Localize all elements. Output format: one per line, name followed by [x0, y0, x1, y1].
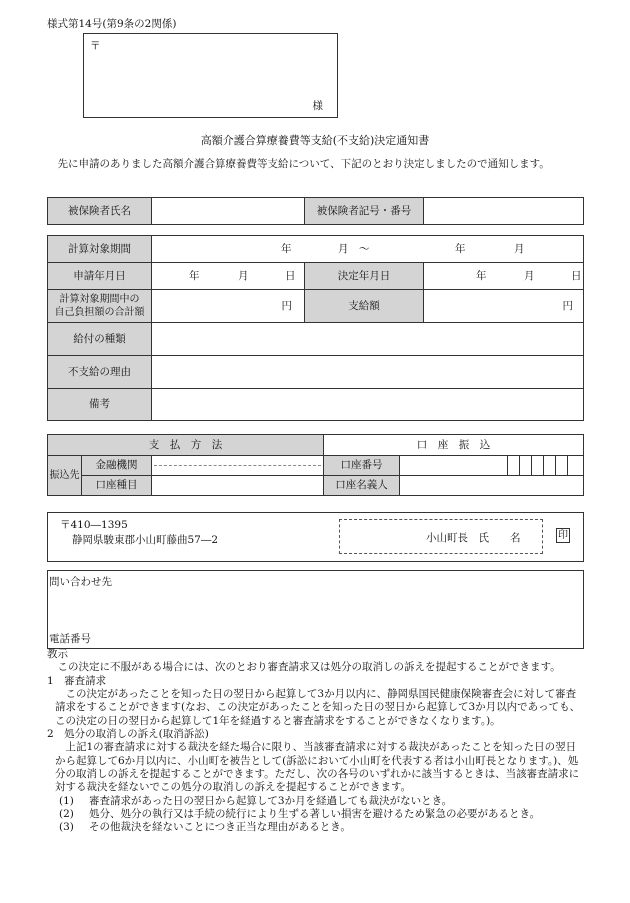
document-title: 高額介護合算療養費等支給(不支給)決定通知書 [200, 134, 430, 147]
remarks-label: 備考 [48, 389, 152, 421]
insured-table [47, 197, 584, 225]
apply-date-field[interactable] [152, 263, 305, 290]
account-digit-3[interactable] [532, 456, 544, 476]
account-type-label: 口座種目 [82, 476, 152, 496]
inquiry-label: 問い合わせ先 [49, 576, 112, 588]
account-digit-4[interactable] [544, 456, 556, 476]
decision-table [47, 235, 584, 421]
item-text: その他裁決を経ないことにつき正当な理由があるとき。 [89, 821, 351, 834]
account-type-field[interactable] [152, 476, 324, 496]
payment-amount-label: 支給額 [305, 290, 424, 323]
insured-number-label: 被保険者記号・番号 [305, 198, 424, 225]
benefit-type-label: 給付の種類 [48, 323, 152, 356]
period-field[interactable] [152, 236, 584, 263]
transfer-destination-label: 振込先 [48, 456, 82, 496]
mayor-box [339, 519, 543, 554]
account-holder-field[interactable] [400, 476, 584, 496]
seal-mark: 印 [558, 530, 568, 541]
list-item [59, 795, 583, 808]
decision-month: 月 [524, 270, 535, 282]
period-month-2: 月 [514, 243, 525, 255]
decision-date-field[interactable] [424, 263, 584, 290]
item-list [47, 795, 583, 835]
self-pay-total-label [48, 290, 152, 323]
decision-day: 日 [571, 270, 582, 282]
decision-year: 年 [476, 270, 487, 282]
intro-text: 先に申請のありました高額介護合算療養費等支給について、下記のとおり決定しましたので通知します。 [47, 158, 550, 170]
item-number: (2) [59, 807, 74, 820]
sender-address: 静岡県駿東郡小山町藤曲57―2 [72, 534, 219, 546]
item-number: (1) [59, 794, 74, 807]
insured-name-label: 被保険者氏名 [48, 198, 152, 225]
insured-name-field[interactable] [152, 198, 305, 225]
account-number-label: 口座番号 [324, 456, 400, 476]
item-number: (3) [59, 821, 74, 834]
account-number-field[interactable] [400, 456, 508, 476]
self-pay-total-label-1: 計算対象期間中の [59, 293, 140, 305]
financial-institution-label: 金融機関 [82, 456, 152, 476]
section-2-body: 上記1の審査請求に対する裁決を経た場合に限り、当該審査請求に対する裁決があったことを知った日の翌日から起算して6か月以内に、小山町を被告として(訴訟において小山町を代表する者は小山町長となります。)、処分の取消しの訴えを提起することができます。ただし、次の各号のいずれかに該当するときは、当該審査請求に対する裁決を経ないでこの処分の取消しの訴えを提起することができます。 [55, 741, 580, 794]
payment-amount-field[interactable] [424, 290, 584, 323]
financial-institution-field[interactable] [152, 456, 324, 476]
apply-year: 年 [189, 270, 200, 282]
notice-intro: この決定に不服がある場合には、次のとおり審査請求又は処分の取消しの訴えを提起することができます。 [47, 661, 561, 674]
period-month-1: 月 ～ [338, 243, 370, 255]
remarks-field[interactable] [152, 389, 584, 421]
self-pay-total-label-2: 自己負担額の合計額 [54, 307, 145, 318]
account-digit-1[interactable] [508, 456, 520, 476]
list-item [59, 808, 583, 821]
yen-unit: 円 [281, 299, 292, 312]
account-holder-label: 口座名義人 [324, 476, 400, 496]
period-year-1: 年 [281, 243, 292, 255]
sender-postal: 〒410―1395 [60, 519, 128, 531]
payment-method-table [47, 434, 584, 496]
notice-heading: 教示 [47, 648, 68, 660]
item-text: 処分、処分の執行又は手続の続行により生ずる著しい損害を避けるため緊急の必要があるとき。 [89, 807, 541, 820]
address-box [83, 33, 338, 118]
mayor-name: 小山町長 氏 名 [426, 532, 521, 544]
account-digit-6[interactable] [568, 456, 584, 476]
list-item [59, 821, 583, 834]
apply-date-label: 申請年月日 [48, 263, 152, 290]
apply-month: 月 [238, 270, 249, 282]
dashed-divider [154, 465, 321, 466]
non-payment-reason-field[interactable] [152, 356, 584, 389]
section-1-title: 1 審査請求 [47, 674, 107, 687]
decision-date-label: 決定年月日 [305, 263, 424, 290]
inquiry-box [47, 570, 584, 649]
account-digit-5[interactable] [556, 456, 568, 476]
non-payment-reason-label: 不支給の理由 [48, 356, 152, 389]
postal-mark: 〒 [90, 40, 101, 52]
honorific: 様 [312, 100, 323, 112]
appeal-notice [47, 648, 583, 835]
period-year-2: 年 [455, 243, 466, 255]
apply-day: 日 [285, 270, 296, 282]
insured-number-field[interactable] [424, 198, 584, 225]
yen-unit: 円 [562, 299, 574, 312]
phone-label: 電話番号 [49, 633, 91, 645]
form-number: 様式第14号(第9条の2関係) [47, 18, 177, 30]
benefit-type-field[interactable] [152, 323, 584, 356]
payment-method-label: 支 払 方 法 [48, 435, 324, 456]
item-text: 審査請求があった日の翌日から起算して3か月を経過しても裁決がないとき。 [89, 794, 453, 807]
bank-transfer-label: 口 座 振 込 [324, 435, 584, 456]
account-digit-2[interactable] [520, 456, 532, 476]
self-pay-total-field[interactable] [152, 290, 305, 323]
section-1-body: この決定があったことを知った日の翌日から起算して3か月以内に、静岡県国民健康保険審査会に対して審査請求をすることができます(なお、この決定があったことを知った日の翌日から起算して3か月以内であっても、この決定の日の翌日から起算して1年を経過すると審査請求をすることができなくなります。)。 [55, 687, 581, 727]
section-2-title: 2 処分の取消しの訴え(取消訴訟) [47, 727, 209, 740]
period-label: 計算対象期間 [48, 236, 152, 263]
sender-box [47, 512, 584, 562]
